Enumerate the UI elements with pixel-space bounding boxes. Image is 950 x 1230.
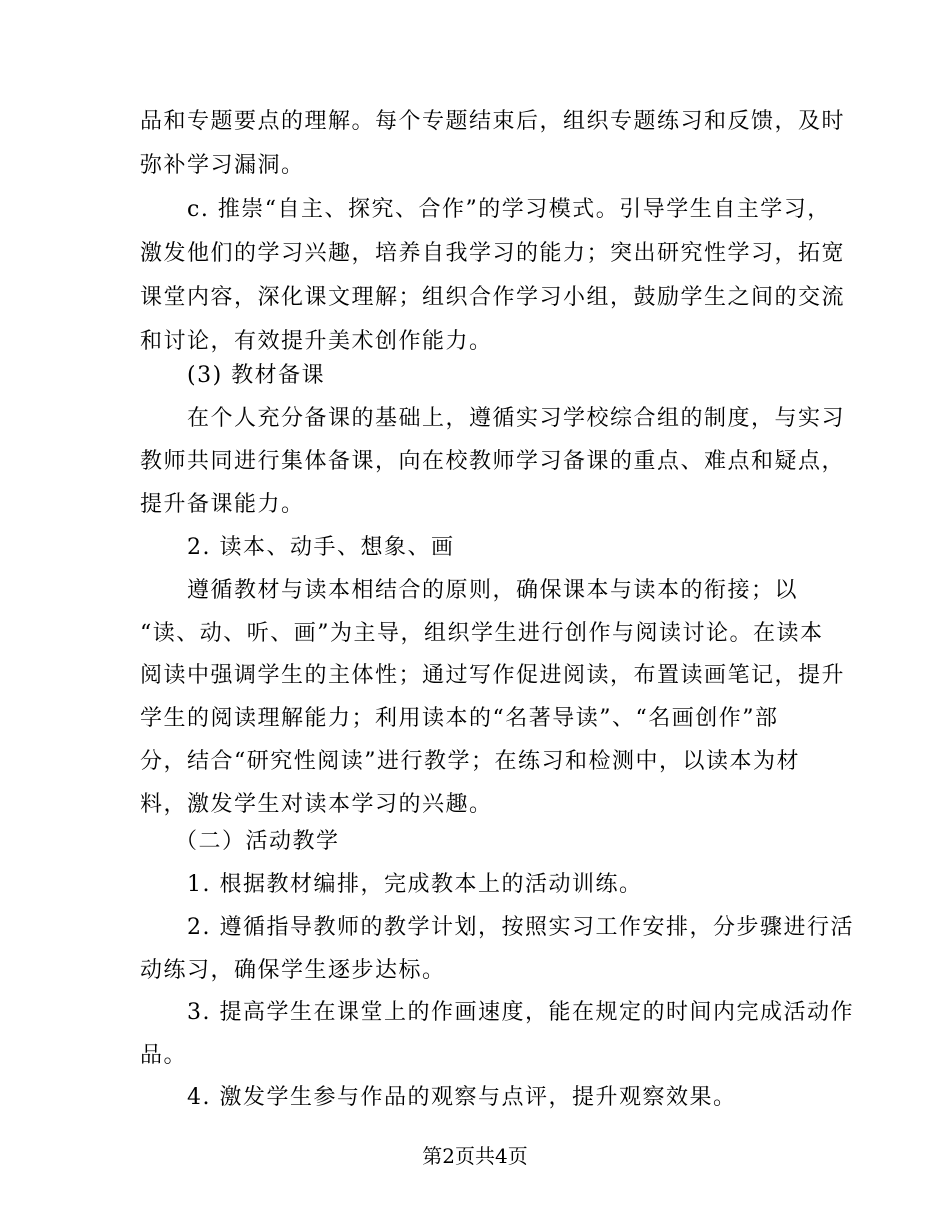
- text-line: 弥补学习漏洞。: [140, 153, 305, 178]
- text-line: 提升备课能力。: [140, 492, 305, 517]
- text-line: 激发他们的学习兴趣，培养自我学习的能力；突出研究性学习，拓宽: [140, 241, 846, 266]
- text-line: 品和专题要点的理解。每个专题结束后，组织专题练习和反馈，及时: [140, 109, 846, 134]
- text-line: 学生的阅读理解能力；利用读本的“名著导读”、“名画创作”部: [140, 706, 779, 731]
- section-heading: （二）活动教学: [175, 829, 340, 854]
- text-line: 3. 提高学生在课堂上的作画速度，能在规定的时间内完成活动作: [187, 1000, 854, 1025]
- section-heading: 2. 读本、动手、想象、画: [187, 535, 455, 560]
- text-line: 料，激发学生对读本学习的兴趣。: [140, 792, 493, 817]
- text-line: 课堂内容，深化课文理解；组织合作学习小组，鼓励学生之间的交流: [140, 285, 846, 310]
- page-number-footer: 第2页共4页: [422, 1144, 528, 1168]
- text-line: 品。: [140, 1043, 188, 1068]
- text-line: 教师共同进行集体备课，向在校教师学习备课的重点、难点和疑点，: [140, 449, 846, 474]
- text-line: 动练习，确保学生逐步达标。: [140, 958, 446, 983]
- text-line: 阅读中强调学生的主体性；通过写作促进阅读，布置读画笔记，提升: [140, 663, 846, 688]
- text-line: 和讨论，有效提升美术创作能力。: [140, 329, 493, 354]
- text-line: c. 推崇“自主、探究、合作”的学习模式。引导学生自主学习，: [187, 197, 831, 222]
- text-line: 2. 遵循指导教师的教学计划，按照实习工作安排，分步骤进行活: [187, 915, 854, 940]
- section-heading: (3) 教材备课: [187, 363, 326, 388]
- text-line: 在个人充分备课的基础上，遵循实习学校综合组的制度，与实习: [187, 406, 846, 431]
- text-line: 1. 根据教材编排，完成教本上的活动训练。: [187, 872, 643, 897]
- text-line: 分，结合“研究性阅读”进行教学；在练习和检测中，以读本为材: [140, 749, 800, 774]
- text-line: “读、动、听、画”为主导，组织学生进行创作与阅读讨论。在读本: [140, 621, 824, 646]
- text-line: 4. 激发学生参与作品的观察与点评，提升观察效果。: [187, 1085, 737, 1110]
- text-line: 遵循教材与读本相结合的原则，确保课本与读本的衔接；以: [187, 578, 799, 603]
